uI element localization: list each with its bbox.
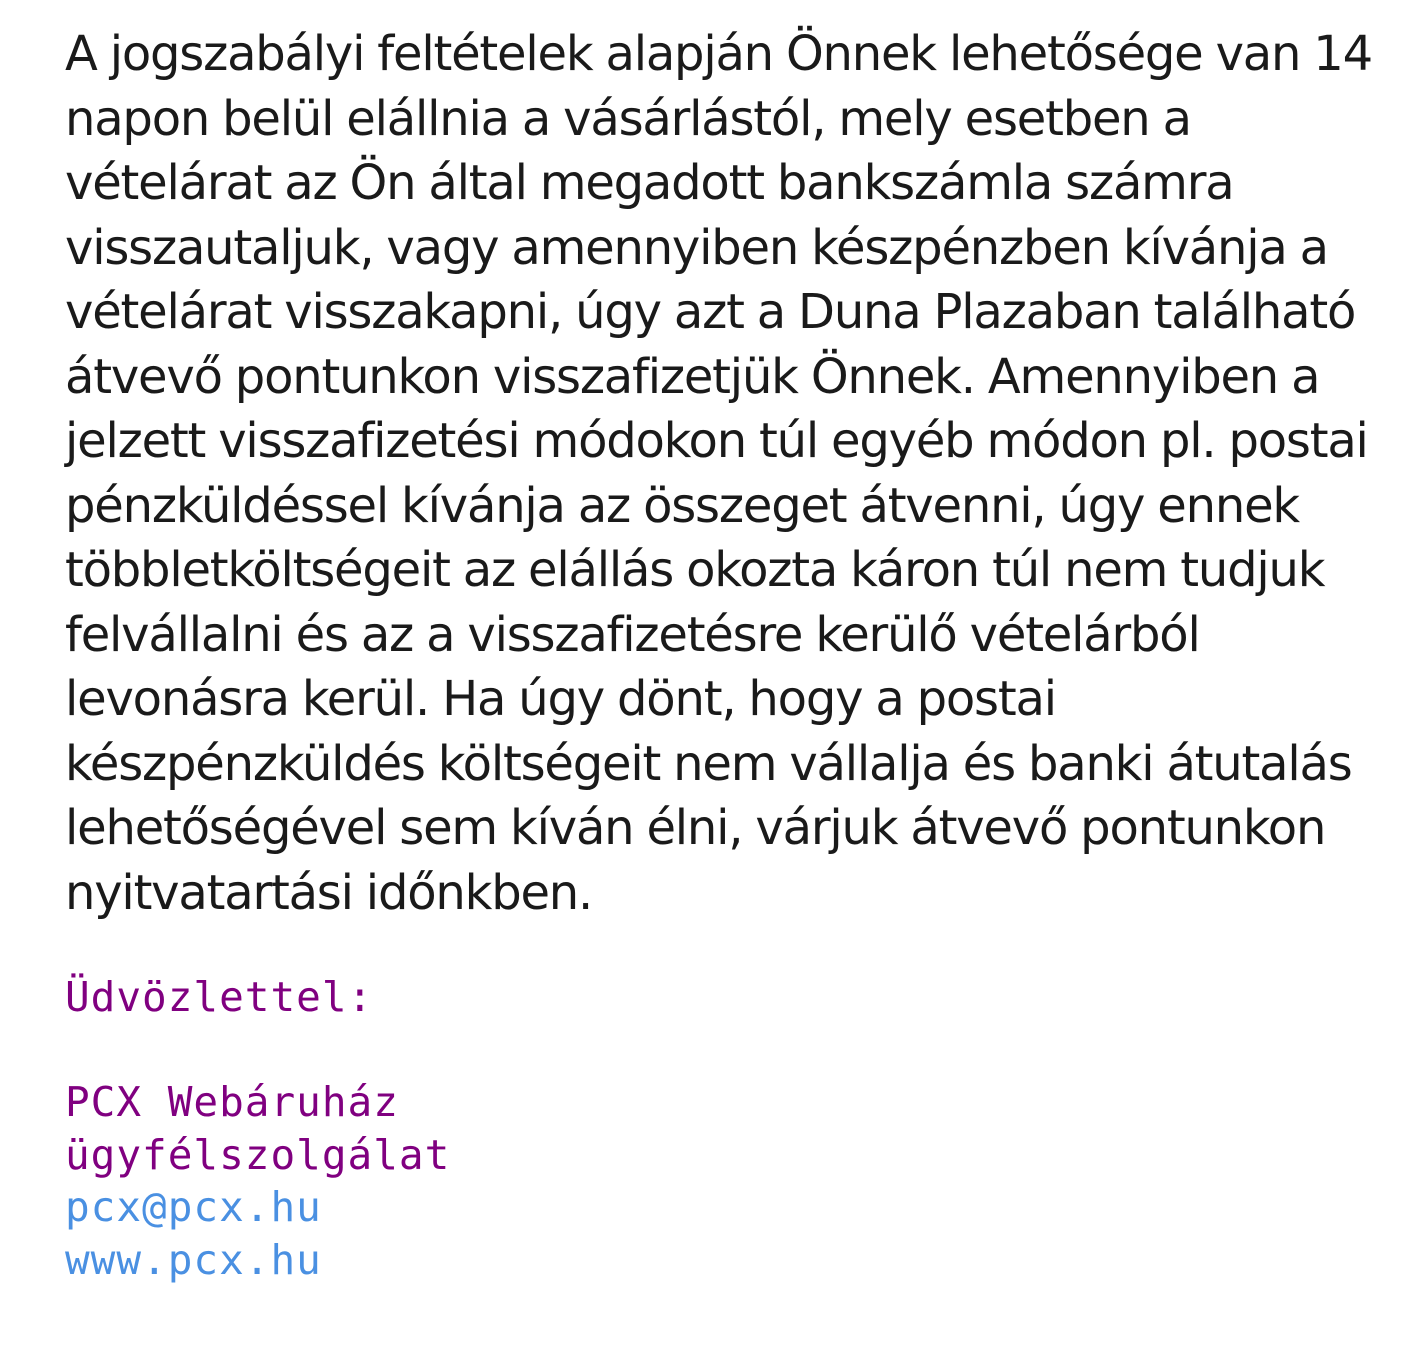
signature-website-link[interactable]: www.pcx.hu [65,1235,322,1284]
signature-spacer [65,1024,1385,1077]
signature-department: ügyfélszolgálat [65,1130,451,1179]
email-signature [65,971,1385,1286]
signature-company: PCX Webáruház [65,1078,399,1126]
signature-email-link[interactable]: pcx@pcx.hu [65,1183,322,1231]
message-paragraph: A jogszabályi feltételek alapján Önnek lehetősége van 14 napon belül elállnia a vásárlástól, mely esetben a vételárat az Ön által megadott bankszámla számra visszautaljuk, vagy amennyiben készpénzben kívánja a vételárat visszakapni, úgy azt a Duna Plazaban található átvevő pontunkon visszafizetjük Önnek. Amennyiben a jelzett visszafizetési módokon túl egyéb módon pl. postai pénzküldéssel kívánja az összeget átvenni, úgy ennek többletköltségeit az elállás okozta káron túl nem tudjuk felvállalni és az a visszafizetésre kerülő vételárból levonásra kerül. Ha úgy dönt, hogy a postai készpénzküldés költségeit nem vállalja és banki átutalás lehetőségével sem kíván élni, várjuk átvevő pontunkon nyitvatartási időnkben. [65,26,1372,921]
signature-greeting: Üdvözlettel: [65,973,374,1021]
email-body [65,22,1385,1286]
